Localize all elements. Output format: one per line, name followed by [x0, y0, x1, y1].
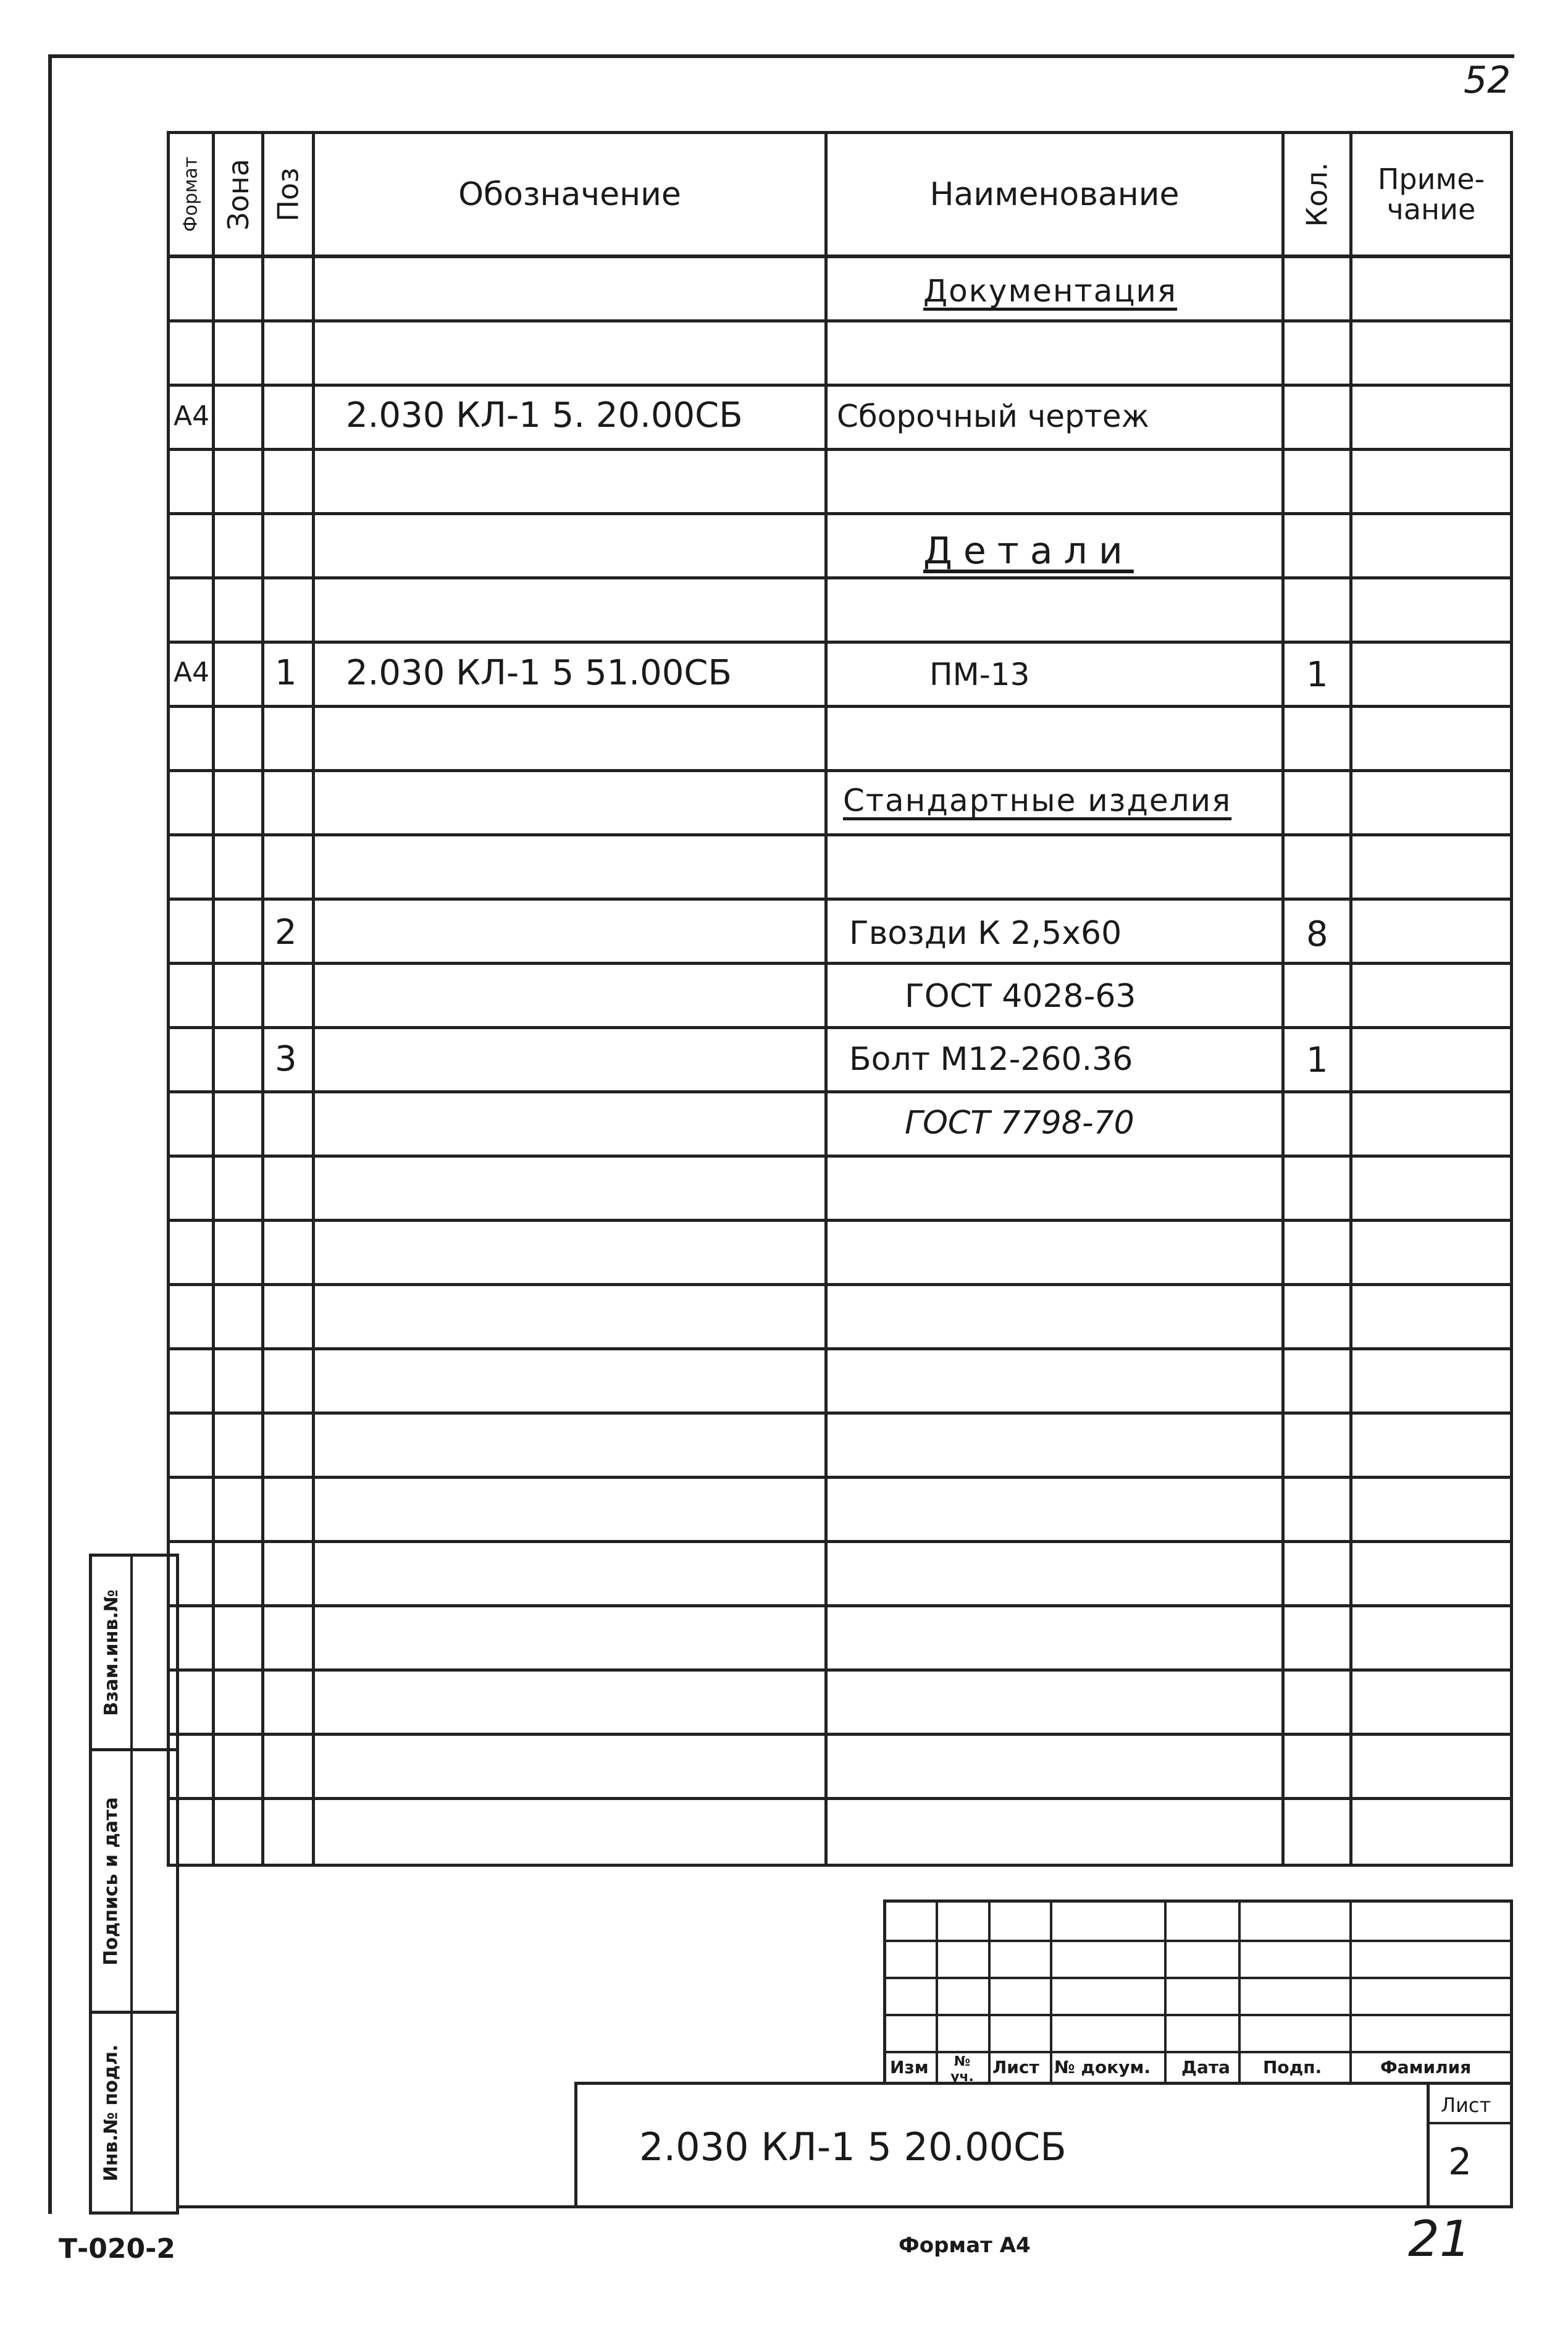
side-box-inv-replace [89, 1554, 179, 1751]
side-label: Подпись и дата [92, 1751, 133, 2011]
row-line [170, 1733, 1510, 1736]
specification-table [167, 131, 1513, 1867]
row-line [170, 1412, 1510, 1415]
row-line [170, 1347, 1510, 1350]
row-line [170, 576, 1510, 579]
row-line [170, 1283, 1510, 1286]
row-line [170, 1668, 1510, 1672]
grid-line [988, 1903, 991, 2082]
grid-line [1238, 1903, 1241, 2082]
tb-col-date: Дата [1181, 2057, 1230, 2077]
tb-col-surname: Фамилия [1380, 2057, 1472, 2077]
row-designation: 2.030 КЛ-1 5 51.00СБ [346, 653, 732, 693]
change-record-grid [883, 1900, 1513, 2085]
title-block-designation [574, 2082, 1513, 2208]
sheet-box [1427, 2085, 1510, 2205]
row-designation: 2.030 КЛ-1 5. 20.00СБ [346, 395, 743, 435]
header-pos: Поз [271, 167, 305, 222]
row-line [170, 962, 1510, 965]
row-line [170, 1090, 1510, 1093]
row-line [170, 833, 1510, 836]
row-qty: 1 [1306, 655, 1328, 695]
row-line [170, 769, 1510, 772]
row-name: Гвозди К 2,5х60 [849, 915, 1122, 952]
grid-line [936, 1903, 938, 2082]
tb-col-uch: № уч. [950, 2054, 974, 2085]
header-name: Наименование [929, 175, 1180, 213]
section-documentation: Документация [923, 273, 1177, 309]
header-note: Приме- чание [1377, 162, 1485, 226]
grid-line [1164, 1903, 1167, 2082]
side-box-inv-orig [89, 2011, 179, 2215]
row-line [170, 641, 1510, 644]
tb-col-dokum: № докум. [1054, 2057, 1151, 2077]
header-qty: Кол. [1300, 162, 1334, 227]
row-line [170, 898, 1510, 901]
row-name: ПМ-13 [929, 657, 1030, 692]
row-name: ГОСТ 7798-70 [905, 1104, 1134, 1142]
row-name: Сборочный чертеж [837, 398, 1149, 434]
row-line [170, 1540, 1510, 1543]
sheet-label: Лист [1441, 2093, 1491, 2117]
grid-line [886, 2014, 1510, 2016]
grid-line [1349, 1903, 1352, 2082]
handwritten-note: 21 [1408, 2210, 1471, 2268]
tb-col-list: Лист [992, 2057, 1039, 2077]
header-format: Формат [180, 156, 202, 232]
tb-col-izm: Изм [890, 2057, 929, 2077]
side-label: Взам.инв.№ [92, 1557, 133, 1748]
header-divider [170, 255, 1510, 258]
grid-line [886, 1940, 1510, 1942]
row-format: А4 [174, 657, 210, 688]
row-line [170, 1476, 1510, 1479]
row-line [170, 1219, 1510, 1222]
grid-line [886, 1977, 1510, 1979]
sheet-number: 2 [1448, 2140, 1472, 2184]
row-qty: 8 [1306, 914, 1328, 954]
row-pos: 3 [275, 1039, 297, 1079]
side-box-sign-date [89, 1748, 179, 2014]
header-zone: Зона [221, 158, 255, 230]
form-code: Т-020-2 [59, 2233, 175, 2265]
title-designation: 2.030 КЛ-1 5 20.00СБ [639, 2124, 1067, 2169]
format-label: Формат А4 [899, 2233, 1031, 2258]
row-pos: 2 [275, 912, 297, 953]
grid-line [1430, 2122, 1510, 2124]
section-standard: Стандартные изделия [843, 783, 1232, 818]
row-line [170, 1026, 1510, 1029]
row-format: А4 [174, 400, 210, 432]
tb-col-sign: Подп. [1263, 2057, 1322, 2077]
row-line [170, 319, 1510, 322]
row-line [170, 384, 1510, 387]
row-line [170, 1155, 1510, 1158]
section-parts: Детали [923, 529, 1134, 573]
row-name: ГОСТ 4028-63 [905, 978, 1136, 1015]
sheet-mark: 52 [1464, 59, 1511, 102]
grid-line [886, 2051, 1510, 2053]
row-line [170, 1797, 1510, 1800]
row-line [170, 1604, 1510, 1607]
row-line [170, 512, 1510, 515]
side-label: Инв.№ подл. [92, 2014, 133, 2211]
row-line [170, 448, 1510, 451]
grid-line [1050, 1903, 1052, 2082]
row-line [170, 705, 1510, 708]
header-designation: Обозначение [458, 175, 681, 213]
row-qty: 1 [1306, 1040, 1328, 1080]
row-pos: 1 [275, 653, 297, 693]
row-name: Болт М12-260.36 [849, 1041, 1133, 1078]
